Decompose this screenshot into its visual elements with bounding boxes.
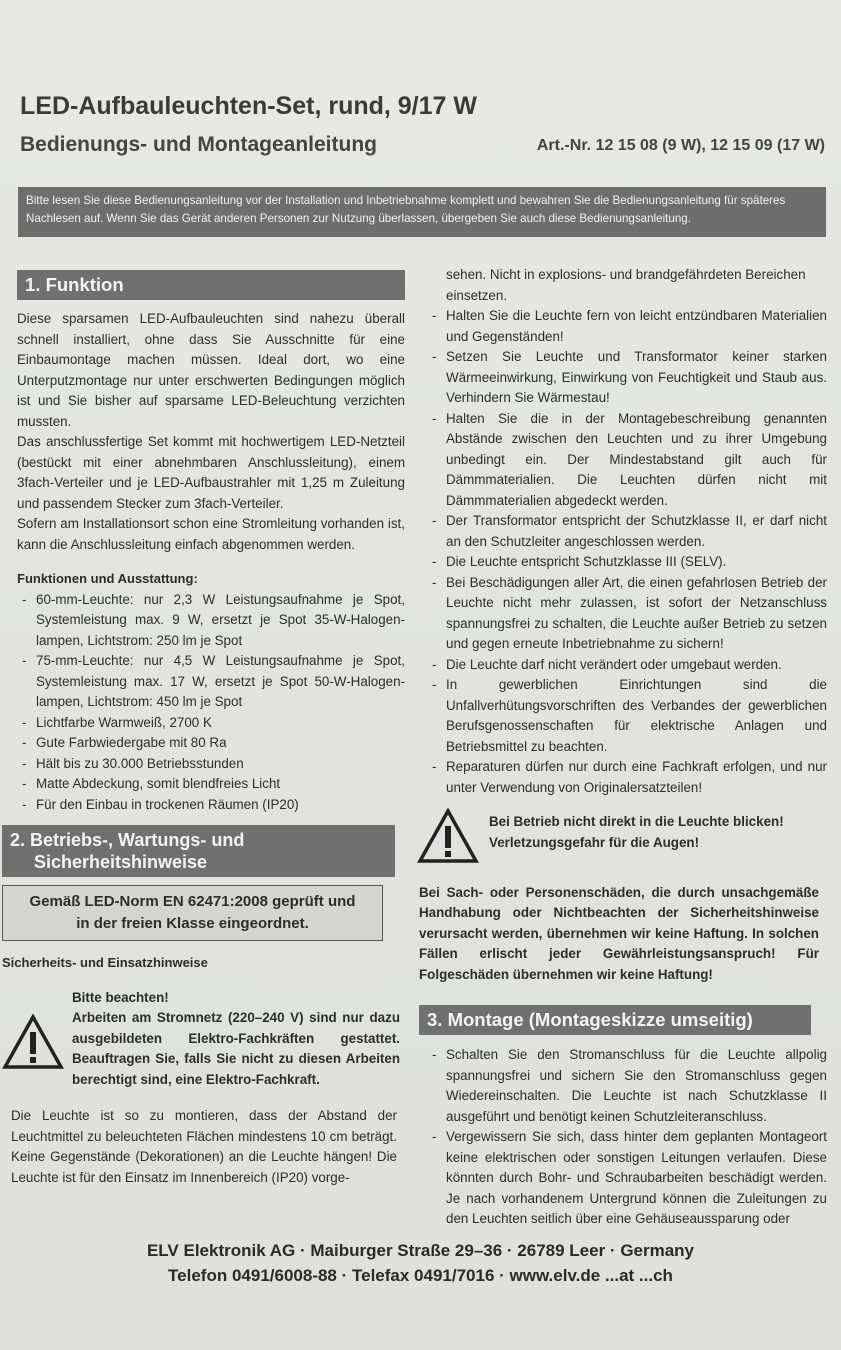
intro-notice: Bitte lesen Sie diese Bedienungsanleitung vor der Installation und Inbetriebnahme komplett und bewahren Sie die Bedienungsanleitung für späteres Nachlesen auf. Wenn Sie das Gerät anderen Personen zur Nutzung überlassen, übergeben Sie auch diese Bedienungsanleitung.: [18, 187, 826, 237]
right-column: [419, 265, 827, 1230]
list-item: - 60-mm-Leuchte: nur 2,3 W Leistungsaufnahme je Spot, Systemleistung max. 9 W, ersetzt je Spot 35-W-Halogen-lampen, Lichtstrom: 250 lm je Spot: [17, 590, 405, 652]
list-item: - Gute Farbwiedergabe mit 80 Ra: [17, 733, 405, 754]
list-item: - Reparaturen dürfen nur durch eine Fachkraft erfolgen, und nur unter Verwendung von Originalersatzteilen!: [427, 757, 827, 798]
list-item: - Hält bis zu 30.000 Betriebsstunden: [17, 754, 405, 775]
warning-text: Arbeiten am Stromnetz (220–240 V) sind nur dazu ausgebildeten Elektro-Fachkräften gestattet. Beauftragen Sie, falls Sie nicht zu diesen Arbeiten berechtigt sind, eine Elektro-Fachkraft.: [72, 1010, 400, 1087]
section-2-heading: [2, 825, 395, 877]
features-list: [17, 590, 405, 816]
list-item: - In gewerblichen Einrichtungen sind die Unfallverhütungsvorschriften des Verbandes der gewerblichen Berufsgenossenschaften für elektrische Anlagen und Betriebsmittel zu beachten.: [427, 675, 827, 757]
section-2-heading-line-2: Sicherheitshinweise: [34, 852, 208, 872]
norm-box: [2, 885, 383, 941]
list-item: - Halten Sie die in der Montagebeschreibung genannten Abstände zwischen den Leuchten und zu ihrer Umgebung unbedingt ein. Der Mindestabstand gilt auch für Dämmmaterialien. Die Leuchten dürfen nicht mit Dämmmaterialien abgedeckt werden.: [427, 409, 827, 512]
electrical-warning: [2, 988, 405, 1091]
section-2-heading-line-1: 2. Betriebs-, Wartungs- und: [10, 830, 245, 850]
section-1-paragraph: Diese sparsamen LED-Aufbauleuchten sind nahezu überall schnell installiert, ohne dass Sie Ausschnitte für eine Einbaumontage machen müssen. Ideal dort, wo eine Unterputzmontage nur unter erschwerten Bedingungen möglich ist und Sie bisher auf sparsame LED-Beleuchtung verzichten mussten.: [17, 311, 405, 429]
list-item: - Lichtfarbe Warmweiß, 2700 K: [17, 713, 405, 734]
warning-triangle-icon: [2, 1014, 64, 1077]
list-item: - Halten Sie die Leuchte fern von leicht entzündbaren Materialien und Gegenständen!: [427, 306, 827, 347]
mounting-distance-continued: sehen. Nicht in explosions- und brandgefährdeten Bereichen einsetzen.: [446, 267, 806, 303]
list-item: - Für den Einbau in trockenen Räumen (IP20): [17, 795, 405, 816]
list-item: - Der Transformator entspricht der Schutzklasse II, er darf nicht an den Schutzleiter angeschlossen werden.: [427, 511, 827, 552]
warning-triangle-icon: [417, 808, 479, 871]
liability-notice: Bei Sach- oder Personenschäden, die durch unsachgemäße Handhabung oder Nichtbeachten der Sicherheitshinweise verursacht werden, übernehmen wir keine Haftung. In solchen Fällen erlischt jeder Gewährleistungsanspruch! Für Folgeschäden übernehmen wir keine Haftung!: [419, 884, 819, 982]
section-1-heading: 1. Funktion: [17, 270, 405, 300]
norm-line-2: in der freien Klasse eingeordnet.: [76, 915, 309, 932]
left-column: [2, 270, 405, 1188]
eye-warning: [427, 808, 827, 871]
warning-title: Bitte beachten!: [72, 989, 169, 1005]
norm-line-1: Gemäß LED-Norm EN 62471:2008 geprüft und: [29, 893, 356, 910]
eye-warning-line-2: Verletzungsgefahr für die Augen!: [489, 834, 700, 850]
features-heading: Funktionen und Ausstattung:: [17, 571, 198, 586]
safety-subheading: Sicherheits- und Einsatzhinweise: [2, 955, 208, 970]
list-item: - Schalten Sie den Stromanschluss für die Leuchte allpolig spannungsfrei und sichern Sie den Stromanschluss gegen Wiedereinschalten. Die Leuchte ist nach Schutzklasse II ausgeführt und benötigt keinen Schutzleiteranschluss.: [427, 1045, 827, 1127]
list-item: - Vergewissern Sie sich, dass hinter dem geplanten Montageort keine elektrischen oder sonstigen Leitungen verlaufen. Diese könnten durch Bohr- und Schraubarbeiten beschädigt werden. Je nach vorhandenem Untergrund können die Zuleitungen zu den Leuchten seitlich über eine Gehäuseaussparung oder: [427, 1127, 827, 1230]
safety-rules-list: [427, 306, 827, 798]
footer-address: ELV Elektronik AG · Maiburger Straße 29–36 · 26789 Leer · Germany: [146, 1241, 695, 1260]
list-item: - 75-mm-Leuchte: nur 4,5 W Leistungsaufnahme je Spot, Systemleistung max. 17 W, ersetzt je Spot 50-W-Halogen-lampen, Lichtstrom: 450 lm je Spot: [17, 651, 405, 713]
section-1-paragraph-3: Sofern am Installationsort schon eine Stromleitung vorhanden ist, kann die Anschlussleitung einfach abgenommen werden.: [17, 516, 405, 552]
footer-contact: Telefon 0491/6008-88 · Telefax 0491/7016 · www.elv.de ...at ...ch: [168, 1266, 673, 1285]
list-item: - Setzen Sie Leuchte und Transformator keiner starken Wärmeeinwirkung, Einwirkung von Feuchtigkeit und Staub aus. Verhindern Sie Wärmestau!: [427, 347, 827, 409]
article-number: Art.-Nr. 12 15 08 (9 W), 12 15 09 (17 W): [536, 137, 825, 154]
list-item: - Die Leuchte darf nicht verändert oder umgebaut werden.: [427, 655, 827, 676]
section-1-paragraph-2: Das anschlussfertige Set kommt mit hochwertigem LED-Netzteil (bestückt mit einer abnehmbaren Anschlussleitung), einem 3fach-Verteiler und je LED-Aufbaustrahler mit 1,25 m Zuleitung und passendem Stecker zum 3fach-Verteiler.: [17, 434, 405, 511]
section-3-heading: 3. Montage (Montageskizze umseitig): [419, 1005, 811, 1035]
list-item: - Bei Beschädigungen aller Art, die einen gefahrlosen Betrieb der Leuchte nicht mehr zulassen, ist sofort der Netzanschluss spannungsfrei zu schalten, die Leuchte außer Betrieb zu setzen und gegen erneute Inbetriebnahme zu sichern!: [427, 573, 827, 655]
list-item: - Matte Abdeckung, somit blendfreies Licht: [17, 774, 405, 795]
mounting-steps-list: [427, 1045, 827, 1230]
mounting-distance-paragraph: Die Leuchte ist so zu montieren, dass der Abstand der Leuchtmittel zu beleuchteten Flächen mindestens 10 cm beträgt. Keine Gegenstände (Dekorationen) an die Leuchte hängen! Die Leuchte ist für den Einsatz im Innenbereich (IP20) vorge-: [11, 1108, 397, 1185]
list-item: - Die Leuchte entspricht Schutzklasse III (SELV).: [427, 552, 827, 573]
document-subtitle: Bedienungs- und Montageanleitung: [20, 133, 377, 156]
document-title: LED-Aufbauleuchten-Set, rund, 9/17 W: [20, 92, 477, 120]
eye-warning-line-1: Bei Betrieb nicht direkt in die Leuchte blicken!: [489, 814, 784, 829]
